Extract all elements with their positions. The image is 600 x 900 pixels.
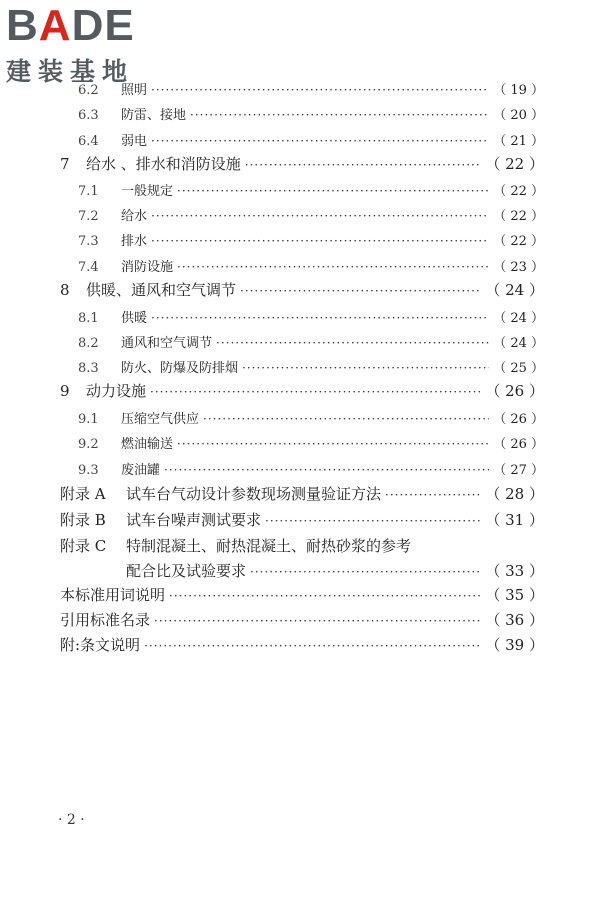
toc-title: 附:条文说明 xyxy=(60,636,141,654)
toc-title: 本标准用词说明 xyxy=(60,586,166,604)
toc-page: （ 19 ） xyxy=(493,83,544,98)
toc-number: 6.4 xyxy=(78,134,99,149)
toc-entry-continuation[interactable] xyxy=(126,560,544,581)
toc-number: 7.2 xyxy=(78,209,99,224)
toc-leader xyxy=(385,488,481,502)
toc-title: 压缩空气供应 xyxy=(121,412,200,427)
toc-entry[interactable] xyxy=(78,79,544,98)
toc-leader xyxy=(177,184,489,198)
toc-number: 8 xyxy=(60,281,70,299)
toc-page: （ 35 ） xyxy=(485,586,544,604)
toc-page: （ 22 ） xyxy=(493,184,544,199)
toc-leader xyxy=(240,284,481,298)
toc-title: 照明 xyxy=(121,83,148,98)
toc-number: 8.1 xyxy=(78,311,99,326)
toc-leader xyxy=(216,336,489,350)
toc-leader xyxy=(242,361,489,375)
logo-subtitle: 建装基地 xyxy=(6,57,135,86)
toc-leader xyxy=(203,412,489,426)
toc-page: （ 21 ） xyxy=(493,134,544,149)
toc-number: 7 xyxy=(60,155,70,173)
toc-entry[interactable] xyxy=(78,205,544,224)
toc-title: 特制混凝土、耐热混凝土、耐热砂浆的参考 xyxy=(126,537,412,555)
toc-entry[interactable] xyxy=(78,104,544,123)
toc-page: （ 26 ） xyxy=(493,412,544,427)
toc-page: （ 36 ） xyxy=(485,611,544,629)
toc-entry[interactable] xyxy=(78,256,544,275)
toc-page: （ 26 ） xyxy=(493,437,544,452)
toc-entry[interactable] xyxy=(60,153,544,174)
toc-leader xyxy=(245,158,482,172)
toc-entry[interactable] xyxy=(78,230,544,249)
toc-entry[interactable] xyxy=(78,357,544,376)
toc-entry[interactable] xyxy=(60,380,544,401)
toc-leader xyxy=(177,260,489,274)
toc-leader xyxy=(190,108,489,122)
logo-wordmark: BADE xyxy=(6,1,135,50)
toc-title: 通风和空气调节 xyxy=(121,336,213,351)
toc-number: 8.2 xyxy=(78,336,99,351)
toc-page: （ 25 ） xyxy=(493,361,544,376)
toc-leader xyxy=(151,134,489,148)
toc-entry[interactable] xyxy=(78,408,544,427)
toc-title: 防雷、接地 xyxy=(121,108,187,123)
toc-number: 7.4 xyxy=(78,260,99,275)
toc-entry[interactable] xyxy=(60,509,544,530)
toc-number: 9 xyxy=(60,382,70,400)
toc-page: （ 28 ） xyxy=(485,485,544,503)
toc-leader xyxy=(151,83,489,97)
toc-entry[interactable] xyxy=(60,609,544,630)
toc-leader xyxy=(150,385,481,399)
toc-page: （ 33 ） xyxy=(485,562,544,580)
toc-number: 8.3 xyxy=(78,361,99,376)
toc-title: 配合比及试验要求 xyxy=(126,562,247,580)
toc-title: 一般规定 xyxy=(121,184,174,199)
toc-entry[interactable] xyxy=(78,180,544,199)
toc-leader xyxy=(169,589,481,603)
toc-title: 给水 xyxy=(121,209,148,224)
toc-entry[interactable] xyxy=(78,332,544,351)
toc-entry[interactable] xyxy=(60,535,544,556)
toc-number: 7.1 xyxy=(78,184,99,199)
toc-number: 9.3 xyxy=(78,463,99,478)
toc-number: 附录 A xyxy=(60,485,106,503)
toc-title: 防火、防爆及防排烟 xyxy=(121,361,239,376)
toc-entry[interactable] xyxy=(60,483,544,504)
toc-leader xyxy=(144,639,481,653)
toc-entry[interactable] xyxy=(78,130,544,149)
toc-leader xyxy=(250,565,481,579)
toc-page: （ 22 ） xyxy=(493,209,544,224)
toc-entry[interactable] xyxy=(78,433,544,452)
toc-number: 9.2 xyxy=(78,437,99,452)
toc-page: （ 24 ） xyxy=(493,336,544,351)
toc-leader xyxy=(151,234,489,248)
toc-page: （ 27 ） xyxy=(493,463,544,478)
toc-number: 附录 C xyxy=(60,537,107,555)
toc-leader xyxy=(177,437,489,451)
page-number: · 2 · xyxy=(58,812,85,828)
toc-number: 6.2 xyxy=(78,83,99,98)
toc-entry[interactable] xyxy=(60,584,544,605)
toc-page: （ 39 ） xyxy=(485,636,544,654)
toc-number: 9.1 xyxy=(78,412,99,427)
toc-title: 供暖、通风和空气调节 xyxy=(86,281,237,299)
toc-page: （ 23 ） xyxy=(493,260,544,275)
toc-title: 消防设施 xyxy=(121,260,174,275)
toc-leader xyxy=(151,209,489,223)
toc-number: 7.3 xyxy=(78,234,99,249)
toc-leader xyxy=(164,463,489,477)
toc-leader xyxy=(265,514,481,528)
toc-title: 供暖 xyxy=(121,311,148,326)
toc-page: （ 24 ） xyxy=(493,311,544,326)
toc-leader xyxy=(151,311,489,325)
toc-entry[interactable] xyxy=(60,634,544,655)
toc-page: （ 26 ） xyxy=(485,382,544,400)
toc-title: 废油罐 xyxy=(121,463,161,478)
toc-title: 动力设施 xyxy=(86,382,147,400)
toc-leader xyxy=(154,614,481,628)
toc-entry[interactable] xyxy=(60,279,544,300)
toc-entry[interactable] xyxy=(78,307,544,326)
toc-title: 给水 、排水和消防设施 xyxy=(86,155,241,173)
toc-number: 附录 B xyxy=(60,511,106,529)
toc-page: （ 22 ） xyxy=(485,155,544,173)
toc-title: 燃油输送 xyxy=(121,437,174,452)
toc-number: 6.3 xyxy=(78,108,99,123)
toc-title: 排水 xyxy=(121,234,148,249)
toc-page: （ 22 ） xyxy=(493,234,544,249)
toc-page: （ 24 ） xyxy=(485,281,544,299)
toc-page: （ 31 ） xyxy=(485,511,544,529)
toc-title: 试车台噪声测试要求 xyxy=(126,511,262,529)
toc-entry[interactable] xyxy=(78,459,544,478)
toc-page: （ 20 ） xyxy=(493,108,544,123)
toc-title: 试车台气动设计参数现场测量验证方法 xyxy=(126,485,382,503)
toc-title: 弱电 xyxy=(121,134,148,149)
toc-title: 引用标准名录 xyxy=(60,611,151,629)
